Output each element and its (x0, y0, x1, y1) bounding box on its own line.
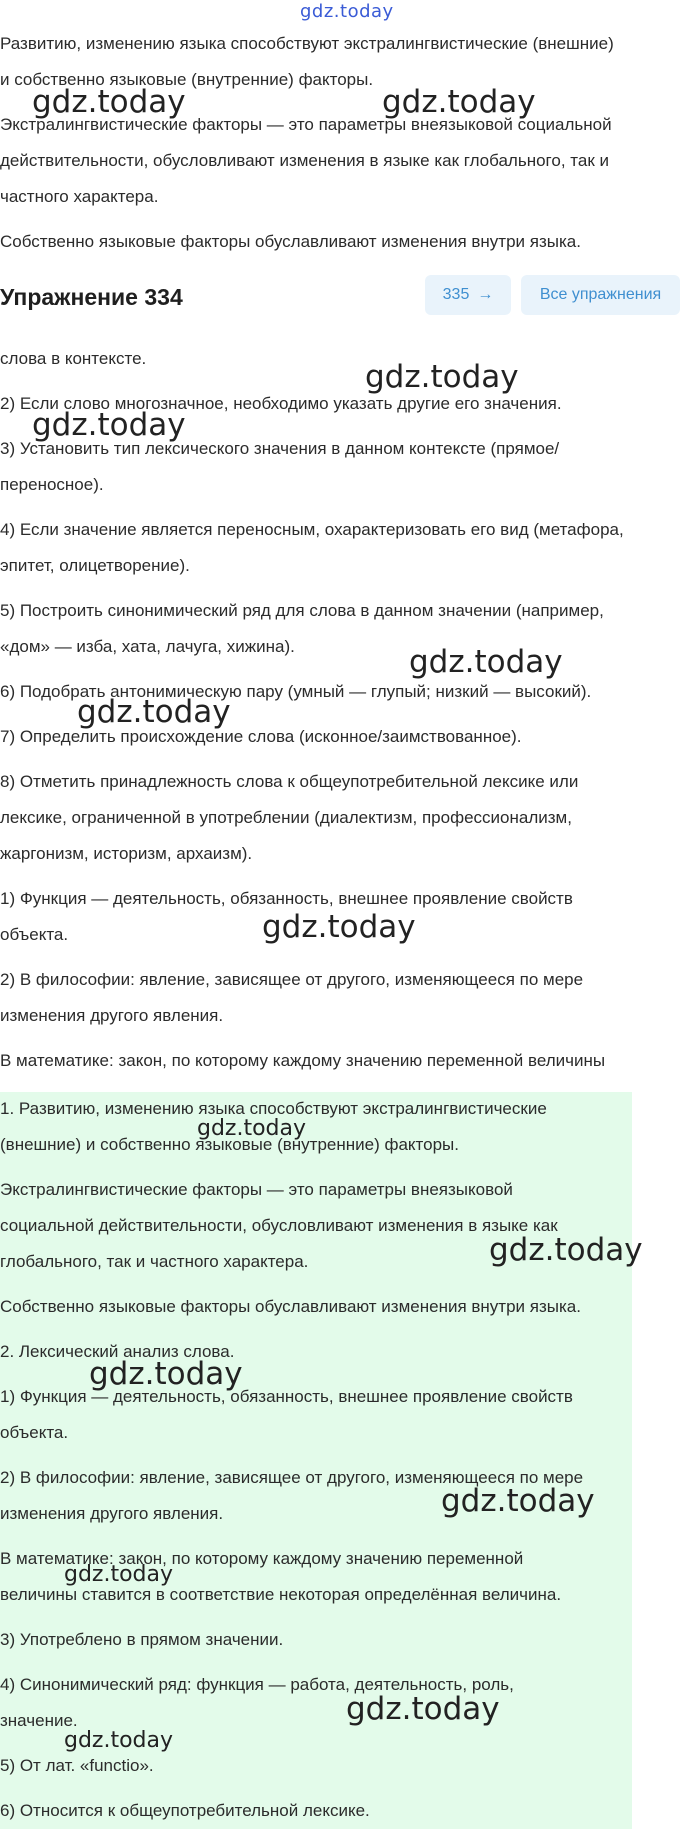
answer-line: 2. Лексический анализ слова. (0, 1342, 235, 1361)
answer-line: 3) Употреблено в прямом значении. (0, 1630, 284, 1649)
intro-line: и собственно языковые (внутренние) факторы. (0, 70, 374, 89)
clipped-line (0, 322, 420, 330)
answer-line: изменения другого явления. (0, 1504, 224, 1523)
task-line: 6) Подобрать антонимическую пару (умный — глупый; низкий — высокий). (0, 682, 592, 701)
task-line: 7) Определить происхождение слова (исконное/заимствованное). (0, 727, 522, 746)
answer-line: 5) От лат. «functio». (0, 1756, 154, 1775)
exercise-header (0, 275, 680, 319)
answer-line: величины ставится в соответствие некоторая определённая величина. (0, 1585, 562, 1604)
task-line: эпитет, олицетворение). (0, 556, 190, 575)
intro-line: Экстралингвистические факторы — это параметры внеязыковой социальной (0, 115, 612, 134)
task-line: переносное). (0, 475, 104, 494)
exercise-title: Упражнение 334 (0, 284, 183, 310)
watermark: gdz.today (346, 1691, 500, 1727)
task-line: жаргонизм, историзм, архаизм). (0, 844, 253, 863)
answer-block (0, 1092, 632, 1829)
answer-line: объекта. (0, 1423, 69, 1442)
answer-line: В математике: закон, по которому каждому значению переменной (0, 1549, 524, 1568)
watermark: gdz.today (382, 84, 536, 120)
task-line: слова в контексте. (0, 349, 147, 368)
task-line: 1) Функция — деятельность, обязанность, внешнее проявление свойств (0, 889, 573, 908)
task-line: лексике, ограниченной в употреблении (диалектизм, профессионализм, (0, 808, 572, 827)
site-logo[interactable]: gdz.today (300, 1, 394, 22)
answer-line: (внешние) и собственно языковые (внутренние) факторы. (0, 1135, 459, 1154)
watermark: gdz.today (441, 1483, 595, 1519)
task-line: 8) Отметить принадлежность слова к общеупотребительной лексике или (0, 772, 579, 791)
answer-line: 2) В философии: явление, зависящее от другого, изменяющееся по мере (0, 1468, 584, 1487)
answer-line: 1) Функция — деятельность, обязанность, внешнее проявление свойств (0, 1387, 573, 1406)
answer-line: социальной действительности, обусловливают изменения в языке как (0, 1216, 558, 1235)
intro-line: частного характера. (0, 187, 159, 206)
watermark: gdz.today (64, 1562, 174, 1587)
watermark: gdz.today (262, 909, 416, 945)
watermark: gdz.today (77, 694, 231, 730)
watermark: gdz.today (89, 1356, 243, 1392)
watermark: gdz.today (409, 644, 563, 680)
answer-line: Собственно языковые факторы обуславливают изменения внутри языка. (0, 1297, 581, 1316)
watermark: gdz.today (32, 84, 186, 120)
task-line: 5) Построить синонимический ряд для слова в данном значении (например, (0, 601, 604, 620)
watermark: gdz.today (489, 1232, 643, 1268)
answer-line: 1. Развитию, изменению языка способствуют экстралингвистические (0, 1099, 547, 1118)
answer-line: 6) Относится к общеупотребительной лексике. (0, 1801, 370, 1820)
answer-line: значение. (0, 1711, 78, 1730)
answer-line: 4) Синонимический ряд: функция — работа, деятельность, роль, (0, 1675, 514, 1694)
task-line: 2) В философии: явление, зависящее от другого, изменяющееся по мере (0, 970, 584, 989)
next-exercise-label: 335 (442, 286, 470, 303)
answer-line: глобального, так и частного характера. (0, 1252, 309, 1271)
watermark: gdz.today (32, 407, 186, 443)
task-line: 2) Если слово многозначное, необходимо указать другие его значения. (0, 394, 562, 413)
watermark: gdz.today (197, 1116, 307, 1141)
task-line: «дом» — изба, хата, лачуга, хижина). (0, 637, 295, 656)
task-line: изменения другого явления. (0, 1006, 224, 1025)
arrow-right-icon: → (477, 286, 494, 303)
task-line: 3) Установить тип лексического значения в данном контексте (прямое/ (0, 439, 560, 458)
task-line: объекта. (0, 925, 69, 944)
intro-line: Собственно языковые факторы обуславливают изменения внутри языка. (0, 232, 581, 251)
next-exercise-button[interactable] (425, 275, 511, 315)
watermark: gdz.today (365, 359, 519, 395)
answer-line: Экстралингвистические факторы — это параметры внеязыковой (0, 1180, 513, 1199)
task-line: 4) Если значение является переносным, охарактеризовать его вид (метафора, (0, 520, 624, 539)
intro-line: Развитию, изменению языка способствуют экстралингвистические (внешние) (0, 34, 614, 53)
watermark: gdz.today (64, 1728, 174, 1753)
task-line: В математике: закон, по которому каждому значению переменной величины (0, 1051, 606, 1070)
all-exercises-button[interactable]: Все упражнения (521, 275, 680, 315)
intro-line: действительности, обусловливают изменения в языке как глобального, так и (0, 151, 609, 170)
